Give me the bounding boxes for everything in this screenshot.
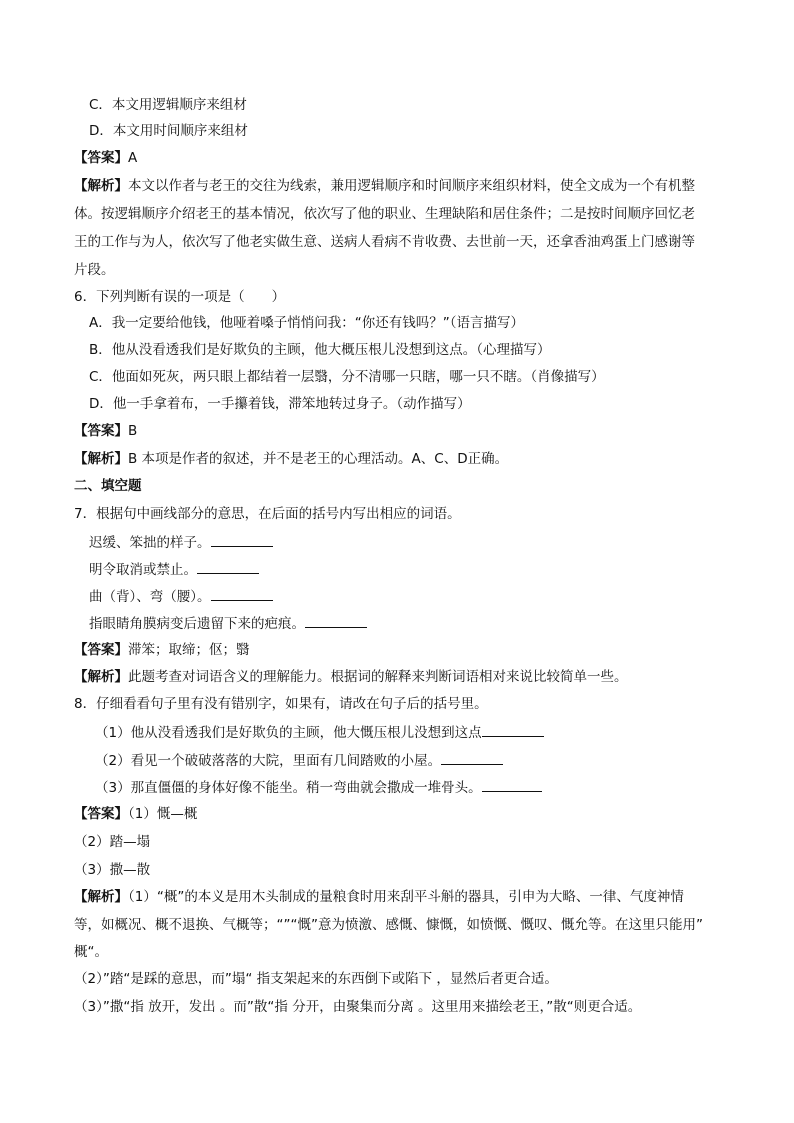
q8-analysis-line-4: （2）”踏“是踩的意思，而”塌“ 指支架起来的东西倒下或陷下 ，显然后者更合适。	[74, 971, 558, 987]
q6-option-c: C．他面如死灰，两只眼上都结着一层翳，分不清哪一只瞎，哪一只不瞎。（肖像描写）	[89, 369, 605, 385]
q5-answer	[74, 148, 137, 168]
q8-item-text: （3）那直僵僵的身体好像不能坐。稍一弯曲就会撒成一堆骨头。	[95, 780, 482, 796]
q8-answer-2: （2）踏—塌	[74, 834, 151, 850]
q8-analysis-line-1	[74, 887, 684, 907]
q8-analysis-line-2: 等，如概况、概不退换、气概等；“”“慨”意为愤激、感慨、慷慨，如愤慨、慨叹、慨允等。在这里只能用”	[74, 917, 703, 933]
q8-analysis-line-5: （3）”撒“指 放开，发出 。而”散“指 分开，由聚集而分离 。这里用来描绘老王，”散“则更合适。	[74, 999, 642, 1015]
q7-item-1	[89, 532, 273, 553]
q7-item-text: 指眼睛角膜病变后遗留下来的疤痕。	[89, 616, 305, 632]
q6-analysis	[74, 449, 508, 469]
q7-stem: 7．根据句中画线部分的意思，在后面的括号内写出相应的词语。	[74, 506, 461, 522]
answer-label: 【答案】	[74, 150, 128, 166]
analysis-text: 此题考查对词语含义的理解能力。根据词的解释来判断词语相对来说比较简单一些。	[128, 669, 628, 685]
q8-item-3	[95, 777, 542, 798]
q5-analysis-line-2: 体。按逻辑顺序介绍老王的基本情况，依次写了他的职业、生理缺陷和居住条件；二是按时间顺序回忆老	[74, 206, 695, 222]
analysis-text: （1）“概”的本义是用木头制成的量粮食时用来刮平斗斛的器具，引申为大略、一律、气度神情	[128, 889, 684, 905]
answer-value: B	[128, 423, 138, 439]
analysis-label: 【解析】	[74, 669, 128, 685]
q7-item-text: 曲（背）、弯（腰）。	[89, 589, 211, 605]
analysis-label: 【解析】	[74, 178, 128, 194]
q7-analysis	[74, 667, 628, 687]
q7-answer	[74, 640, 250, 660]
q7-item-text: 明令取消或禁止。	[89, 562, 197, 578]
analysis-label: 【解析】	[74, 889, 128, 905]
answer-blank[interactable]	[482, 722, 544, 737]
q8-item-1	[95, 722, 544, 743]
q8-item-text: （1）他从没看透我们是好欺负的主顾，他大慨压根儿没想到这点	[95, 725, 482, 741]
q5-analysis-line-4: 片段。	[74, 262, 115, 278]
answer-label: 【答案】	[74, 642, 128, 658]
analysis-text: B 本项是作者的叙述，并不是老王的心理活动。A、C、D正确。	[128, 451, 509, 467]
answer-blank[interactable]	[482, 777, 542, 792]
q7-item-2	[89, 559, 259, 580]
q6-option-d: D．他一手拿着布，一手攥着钱，滞笨地转过身子。（动作描写）	[89, 396, 471, 412]
q5-analysis-line-1	[74, 176, 695, 196]
q7-item-text: 迟缓、笨拙的样子。	[89, 535, 211, 551]
q6-option-b: B．他从没看透我们是好欺负的主顾，他大概压根儿没想到这点。（心理描写）	[89, 342, 551, 358]
q5-option-d: D．本文用时间顺序来组材	[89, 123, 248, 139]
answer-blank[interactable]	[305, 613, 367, 628]
q7-item-4	[89, 613, 367, 634]
answer-label: 【答案】	[74, 423, 128, 439]
answer-label: 【答案】	[74, 806, 128, 822]
q5-analysis-line-3: 王的工作与为人，依次写了他老实做生意、送病人看病不肯收费、去世前一天，还拿香油鸡蛋上门感谢等	[74, 234, 695, 250]
q5-option-c: C．本文用逻辑顺序来组材	[89, 97, 247, 113]
q8-item-text: （2）看见一个破破落落的大院，里面有几间踏败的小屋。	[95, 753, 442, 769]
answer-blank[interactable]	[211, 532, 273, 547]
answer-blank[interactable]	[211, 586, 273, 601]
q7-item-3	[89, 586, 273, 607]
analysis-text: 本文以作者与老王的交往为线索，兼用逻辑顺序和时间顺序来组织材料，使全文成为一个有机整	[128, 178, 695, 194]
q6-stem: 6．下列判断有误的一项是（ ）	[74, 289, 286, 305]
q8-item-2	[95, 750, 503, 771]
q6-answer	[74, 421, 137, 441]
section-title-fill-in: 二、填空题	[74, 478, 142, 494]
answer-blank[interactable]	[197, 559, 259, 574]
q8-analysis-line-3: 概“。	[74, 944, 108, 960]
answer-value: 滞笨；取缔；伛；翳	[128, 642, 250, 658]
q8-answer-3: （3）撒—散	[74, 862, 151, 878]
analysis-label: 【解析】	[74, 451, 128, 467]
q8-stem: 8．仔细看看句子里有没有错别字，如果有，请改在句子后的括号里。	[74, 696, 488, 712]
answer-value: A	[128, 150, 138, 166]
answer-blank[interactable]	[441, 750, 503, 765]
answer-value: （1）慨—概	[128, 806, 198, 822]
q6-option-a: A．我一定要给他钱，他哑着嗓子悄悄问我：“你还有钱吗？”（语言描写）	[89, 315, 524, 331]
q8-answer-1	[74, 804, 197, 824]
